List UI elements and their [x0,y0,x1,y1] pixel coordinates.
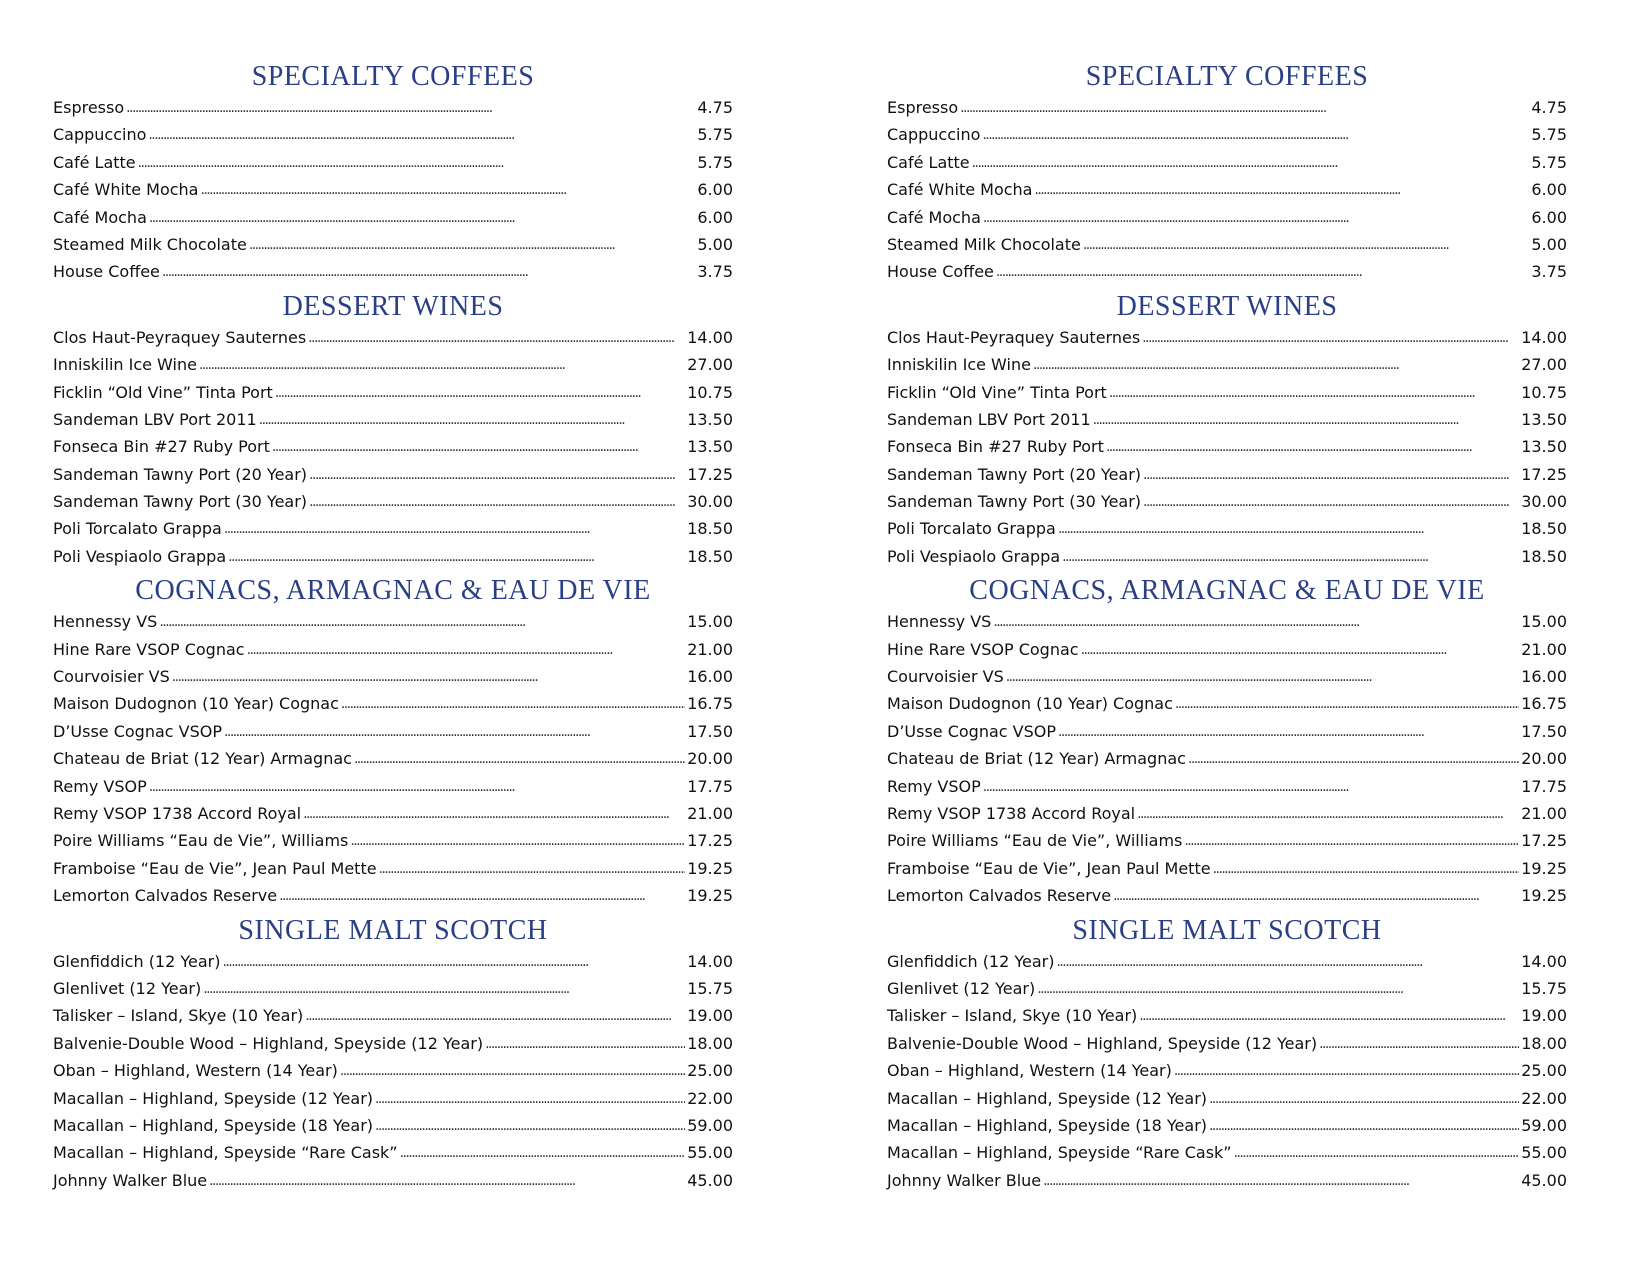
menu-item-price: 14.00 [687,951,733,971]
dot-leader [1143,487,1519,516]
menu-item-row [887,406,1567,433]
menu-item-row [53,433,733,460]
dot-leader [1174,1056,1519,1085]
menu-item-row [53,718,733,745]
menu-item-price: 3.75 [1531,262,1567,282]
menu-item-price: 59.00 [1521,1115,1567,1135]
dot-leader [138,148,696,177]
menu-item-name: Macallan – Highland, Speyside (18 Year) [53,1115,374,1135]
dot-leader [1188,744,1519,773]
menu-item-row [53,149,733,176]
menu-item-name: Inniskilin Ice Wine [53,355,197,375]
menu-item-price: 6.00 [1531,207,1567,227]
menu-item-price: 10.75 [687,382,733,402]
menu-item-name: Remy VSOP [887,776,981,796]
menu-item-price: 10.75 [1521,382,1567,402]
dot-leader [126,93,695,122]
dot-leader [1184,826,1519,855]
menu-item-row [53,231,733,258]
dot-leader [996,257,1529,286]
dot-leader [1057,947,1520,976]
section-title-single-malt-scotch: SINGLE MALT SCOTCH [1072,914,1382,946]
dot-leader [340,1056,685,1085]
dot-leader [983,203,1530,232]
menu-item-name: Talisker – Island, Skye (10 Year) [53,1006,304,1026]
menu-item-row [887,800,1567,827]
menu-item-name: Johnny Walker Blue [53,1170,208,1190]
menu-item-price: 25.00 [687,1061,733,1081]
menu-item-price: 55.00 [1521,1143,1567,1163]
section-title-dessert-wines: DESSERT WINES [282,290,504,322]
menu-item-name: Balvenie-Double Wood – Highland, Speyside (12 Year) [887,1033,1318,1053]
dot-leader [308,323,685,352]
menu-item-name: Espresso [887,98,959,117]
menu-item-name: Sandeman Tawny Port (20 Year) [887,464,1142,484]
dot-leader [203,974,685,1003]
menu-item-name: Café Latte [53,152,136,172]
menu-item-price: 18.00 [1521,1033,1567,1053]
menu-item-price: 21.00 [1521,639,1567,659]
dot-leader [972,148,1530,177]
menu-item-row [53,515,733,542]
dot-leader [982,120,1529,149]
menu-item-row [53,488,733,515]
menu-item-name: Lemorton Calvados Reserve [53,886,278,906]
menu-item-row [53,204,733,231]
menu-item-name: Macallan – Highland, Speyside “Rare Cask” [53,1143,398,1163]
menu-item-row [887,745,1567,772]
dot-leader [960,93,1529,122]
menu-item-name: Sandeman LBV Port 2011 [53,409,257,429]
dot-leader [148,120,695,149]
menu-item-price: 25.00 [1521,1061,1567,1081]
dot-leader [1033,350,1519,379]
dot-leader [1083,230,1530,259]
dot-leader [247,635,686,664]
menu-item-name: Oban – Highland, Western (14 Year) [887,1061,1172,1081]
dot-leader [1034,175,1529,204]
menu-item-price: 27.00 [1521,355,1567,375]
dot-leader [224,717,685,746]
menu-item-row [887,1057,1567,1084]
menu-item-row [887,1085,1567,1112]
menu-item-row [887,258,1567,285]
menu-item-name: Macallan – Highland, Speyside (12 Year) [53,1088,374,1108]
menu-item-row [887,379,1567,406]
menu-item-name: Lemorton Calvados Reserve [887,886,1112,906]
dot-leader [1319,1029,1519,1058]
menu-item-name: Ficklin “Old Vine” Tinta Port [887,382,1107,402]
dot-leader [983,772,1519,801]
menu-item-row [887,975,1567,1002]
menu-item-row [53,351,733,378]
menu-item-price: 19.25 [687,886,733,906]
menu-item-price: 14.00 [687,327,733,347]
menu-item-name: Talisker – Island, Skye (10 Year) [887,1006,1138,1026]
menu-item-row [53,773,733,800]
menu-item-name: Oban – Highland, Western (14 Year) [53,1061,338,1081]
menu-column-right [887,56,1567,1194]
menu-item-name: Macallan – Highland, Speyside “Rare Cask” [887,1143,1232,1163]
menu-item-row [53,827,733,854]
menu-item-name: Steamed Milk Chocolate [887,234,1081,254]
dot-leader [400,1138,686,1167]
menu-item-row [53,379,733,406]
menu-item-name: Remy VSOP 1738 Accord Royal [887,803,1136,823]
menu-item-name: Sandeman Tawny Port (30 Year) [887,492,1142,512]
section-title-specialty-coffees: SPECIALTY COFFEES [251,61,535,92]
dot-leader [149,772,685,801]
menu-item-price: 13.50 [1521,409,1567,429]
menu-item-row [887,204,1567,231]
dot-leader [275,378,685,407]
menu-item-price: 13.50 [687,437,733,457]
dot-leader [485,1029,685,1058]
dot-leader [162,257,695,286]
menu-item-name: House Coffee [53,262,160,282]
menu-item-row [887,1112,1567,1139]
menu-item-price: 14.00 [1521,327,1567,347]
menu-item-name: Glenfiddich (12 Year) [53,951,221,971]
menu-item-name: Remy VSOP 1738 Accord Royal [53,803,302,823]
menu-item-name: D’Usse Cognac VSOP [53,721,223,741]
menu-item-price: 17.75 [687,776,733,796]
menu-item-name: Glenlivet (12 Year) [53,978,202,998]
menu-item-price: 30.00 [1521,492,1567,512]
menu-item-row [53,1167,733,1194]
menu-item-price: 17.25 [687,464,733,484]
menu-item-name: Clos Haut-Peyraquey Sauternes [887,327,1141,347]
menu-item-price: 15.75 [687,978,733,998]
menu-item-row [53,543,733,570]
menu-item-name: Macallan – Highland, Speyside (18 Year) [887,1115,1208,1135]
menu-item-price: 17.50 [687,721,733,741]
menu-item-row [887,515,1567,542]
menu-item-row [53,608,733,635]
menu-item-row [887,231,1567,258]
menu-item-price: 6.00 [697,207,733,227]
menu-item-row [887,608,1567,635]
menu-item-row [53,800,733,827]
dot-leader [1143,460,1519,489]
menu-item-row [53,258,733,285]
menu-item-price: 19.25 [1521,886,1567,906]
menu-item-name: Johnny Walker Blue [887,1170,1042,1190]
menu-item-price: 6.00 [1531,180,1567,200]
dot-leader [1137,799,1519,828]
menu-item-price: 19.00 [1521,1006,1567,1026]
menu-item-price: 21.00 [687,803,733,823]
menu-item-name: Poire Williams “Eau de Vie”, Williams [887,831,1183,851]
menu-item-price: 4.75 [697,98,733,117]
menu-item-row [887,636,1567,663]
menu-item-row [887,324,1567,351]
dot-leader [354,744,685,773]
menu-item-row [53,745,733,772]
menu-item-name: Hine Rare VSOP Cognac [53,639,245,659]
menu-item-name: Hine Rare VSOP Cognac [887,639,1079,659]
menu-item-price: 18.00 [687,1033,733,1053]
dot-leader [1213,854,1520,883]
menu-item-price: 20.00 [687,749,733,769]
menu-item-price: 15.00 [1521,612,1567,632]
menu-item-price: 16.75 [1521,694,1567,714]
dot-leader [1142,323,1519,352]
menu-item-row [53,882,733,909]
section-title-cognacs-armagnac-eau-de-vie: COGNACS, ARMAGNAC & EAU DE VIE [969,575,1485,607]
menu-item-row [887,176,1567,203]
menu-item-price: 30.00 [687,492,733,512]
menu-item-price: 16.75 [687,694,733,714]
menu-item-price: 15.00 [687,612,733,632]
menu-item-name: Café White Mocha [887,180,1033,200]
menu-item-name: House Coffee [887,262,994,282]
dot-leader [1139,1001,1519,1030]
dot-leader [1209,1084,1519,1113]
dot-leader [1113,881,1519,910]
dot-leader [224,514,685,543]
menu-item-row [53,461,733,488]
dot-leader [309,487,685,516]
dot-leader [228,542,685,571]
menu-item-row [887,433,1567,460]
menu-item-price: 18.50 [1521,546,1567,566]
menu-item-name: Poli Torcalato Grappa [887,519,1056,539]
menu-item-name: Cappuccino [887,125,981,145]
menu-item-name: D’Usse Cognac VSOP [887,721,1057,741]
dot-leader [1209,1111,1519,1140]
menu-item-name: Espresso [53,98,125,117]
menu-item-row [53,94,733,121]
menu-item-price: 45.00 [687,1170,733,1190]
section-title-specialty-coffees: SPECIALTY COFFEES [1085,61,1369,92]
menu-item-name: Framboise “Eau de Vie”, Jean Paul Mette [53,858,377,878]
dot-leader [149,203,696,232]
menu-item-name: Glenfiddich (12 Year) [887,951,1055,971]
menu-item-name: Fonseca Bin #27 Ruby Port [887,437,1104,457]
menu-item-price: 21.00 [687,639,733,659]
menu-item-price: 19.25 [1521,858,1567,878]
dot-leader [305,1001,685,1030]
menu-item-price: 16.00 [1521,667,1567,687]
menu-item-row [887,488,1567,515]
menu-item-price: 45.00 [1521,1170,1567,1190]
dot-leader [375,1111,685,1140]
menu-item-row [53,1030,733,1057]
menu-item-row [887,1167,1567,1194]
menu-item-name: Hennessy VS [887,612,992,632]
menu-item-row [53,324,733,351]
menu-item-price: 13.50 [1521,437,1567,457]
dot-leader [272,432,685,461]
dot-leader [1234,1138,1520,1167]
menu-item-name: Glenlivet (12 Year) [887,978,1036,998]
dot-leader [1175,689,1519,718]
section-title-cognacs-armagnac-eau-de-vie: COGNACS, ARMAGNAC & EAU DE VIE [135,575,651,607]
menu-item-row [53,1139,733,1166]
dot-leader [223,947,686,976]
dot-leader [309,460,685,489]
menu-item-price: 15.75 [1521,978,1567,998]
dot-leader [303,799,685,828]
menu-item-row [887,1002,1567,1029]
dot-leader [341,689,685,718]
menu-item-row [887,1030,1567,1057]
dot-leader [159,607,685,636]
menu-item-price: 19.25 [687,858,733,878]
menu-item-name: Sandeman Tawny Port (30 Year) [53,492,308,512]
menu-item-row [53,1057,733,1084]
menu-item-row [53,406,733,433]
menu-item-name: Maison Dudognon (10 Year) Cognac [53,694,339,714]
menu-item-row [887,948,1567,975]
dot-leader [1058,717,1519,746]
menu-item-name: Hennessy VS [53,612,158,632]
dot-leader [1037,974,1519,1003]
menu-item-name: Poli Vespiaolo Grappa [887,546,1061,566]
menu-item-row [887,149,1567,176]
menu-item-name: Chateau de Briat (12 Year) Armagnac [887,749,1186,769]
menu-item-name: Café Mocha [887,207,981,227]
dot-leader [1081,635,1520,664]
dot-leader [350,826,685,855]
dot-leader [172,662,685,691]
menu-item-row [887,1139,1567,1166]
menu-item-row [53,1085,733,1112]
dot-leader [200,175,695,204]
dot-leader [1043,1166,1519,1195]
menu-item-row [53,855,733,882]
dot-leader [1106,432,1519,461]
menu-item-name: Chateau de Briat (12 Year) Armagnac [53,749,352,769]
menu-item-price: 4.75 [1531,98,1567,117]
menu-item-price: 17.50 [1521,721,1567,741]
menu-item-price: 6.00 [697,180,733,200]
menu-item-name: Poire Williams “Eau de Vie”, Williams [53,831,349,851]
menu-item-name: Inniskilin Ice Wine [887,355,1031,375]
menu-item-price: 5.75 [697,152,733,172]
menu-item-name: Sandeman Tawny Port (20 Year) [53,464,308,484]
menu-item-row [53,176,733,203]
menu-item-row [53,121,733,148]
menu-item-price: 18.50 [687,546,733,566]
menu-item-name: Cappuccino [53,125,147,145]
menu-item-price: 18.50 [687,519,733,539]
dot-leader [199,350,685,379]
menu-item-row [887,773,1567,800]
menu-item-row [53,975,733,1002]
dot-leader [1006,662,1519,691]
menu-item-name: Poli Vespiaolo Grappa [53,546,227,566]
menu-item-row [887,690,1567,717]
menu-item-price: 17.25 [1521,464,1567,484]
menu-item-row [53,1002,733,1029]
menu-item-row [887,718,1567,745]
menu-item-price: 5.75 [1531,125,1567,145]
menu-item-name: Courvoisier VS [53,667,170,687]
menu-item-price: 5.00 [1531,234,1567,254]
menu-item-row [887,855,1567,882]
menu-item-name: Café Latte [887,152,970,172]
dot-leader [209,1166,685,1195]
dot-leader [279,881,685,910]
dot-leader [259,405,686,434]
menu-item-row [887,461,1567,488]
menu-item-price: 21.00 [1521,803,1567,823]
menu-item-price: 17.25 [1521,831,1567,851]
menu-item-name: Sandeman LBV Port 2011 [887,409,1091,429]
menu-item-row [887,351,1567,378]
dot-leader [1093,405,1520,434]
dot-leader [249,230,696,259]
menu-item-row [887,94,1567,121]
dot-leader [1109,378,1519,407]
dot-leader [379,854,686,883]
menu-item-name: Remy VSOP [53,776,147,796]
menu-item-price: 5.75 [697,125,733,145]
menu-item-price: 22.00 [1521,1088,1567,1108]
menu-item-price: 5.00 [697,234,733,254]
menu-item-row [887,663,1567,690]
menu-item-name: Café White Mocha [53,180,199,200]
menu-item-price: 17.75 [1521,776,1567,796]
menu-item-price: 19.00 [687,1006,733,1026]
menu-item-name: Maison Dudognon (10 Year) Cognac [887,694,1173,714]
menu-item-name: Fonseca Bin #27 Ruby Port [53,437,270,457]
menu-item-row [53,636,733,663]
dot-leader [1062,542,1519,571]
menu-item-row [53,690,733,717]
dot-leader [993,607,1519,636]
menu-item-name: Steamed Milk Chocolate [53,234,247,254]
menu-item-name: Framboise “Eau de Vie”, Jean Paul Mette [887,858,1211,878]
menu-item-price: 5.75 [1531,152,1567,172]
menu-item-price: 22.00 [687,1088,733,1108]
section-title-dessert-wines: DESSERT WINES [1116,290,1338,322]
menu-item-name: Clos Haut-Peyraquey Sauternes [53,327,307,347]
menu-item-price: 20.00 [1521,749,1567,769]
menu-item-price: 14.00 [1521,951,1567,971]
menu-item-row [887,882,1567,909]
menu-item-row [53,663,733,690]
menu-item-price: 18.50 [1521,519,1567,539]
menu-item-price: 17.25 [687,831,733,851]
menu-item-name: Courvoisier VS [887,667,1004,687]
menu-item-row [887,543,1567,570]
menu-item-price: 3.75 [697,262,733,282]
menu-item-price: 13.50 [687,409,733,429]
menu-item-name: Poli Torcalato Grappa [53,519,222,539]
menu-item-price: 16.00 [687,667,733,687]
menu-item-name: Ficklin “Old Vine” Tinta Port [53,382,273,402]
menu-item-row [887,827,1567,854]
dot-leader [375,1084,685,1113]
menu-item-row [53,948,733,975]
menu-item-name: Café Mocha [53,207,147,227]
menu-column-left [53,56,733,1194]
dot-leader [1058,514,1519,543]
menu-item-name: Balvenie-Double Wood – Highland, Speyside (12 Year) [53,1033,484,1053]
section-title-single-malt-scotch: SINGLE MALT SCOTCH [238,914,548,946]
menu-item-price: 55.00 [687,1143,733,1163]
menu-item-row [53,1112,733,1139]
menu-item-price: 59.00 [687,1115,733,1135]
menu-item-name: Macallan – Highland, Speyside (12 Year) [887,1088,1208,1108]
menu-item-price: 27.00 [687,355,733,375]
menu-item-row [887,121,1567,148]
